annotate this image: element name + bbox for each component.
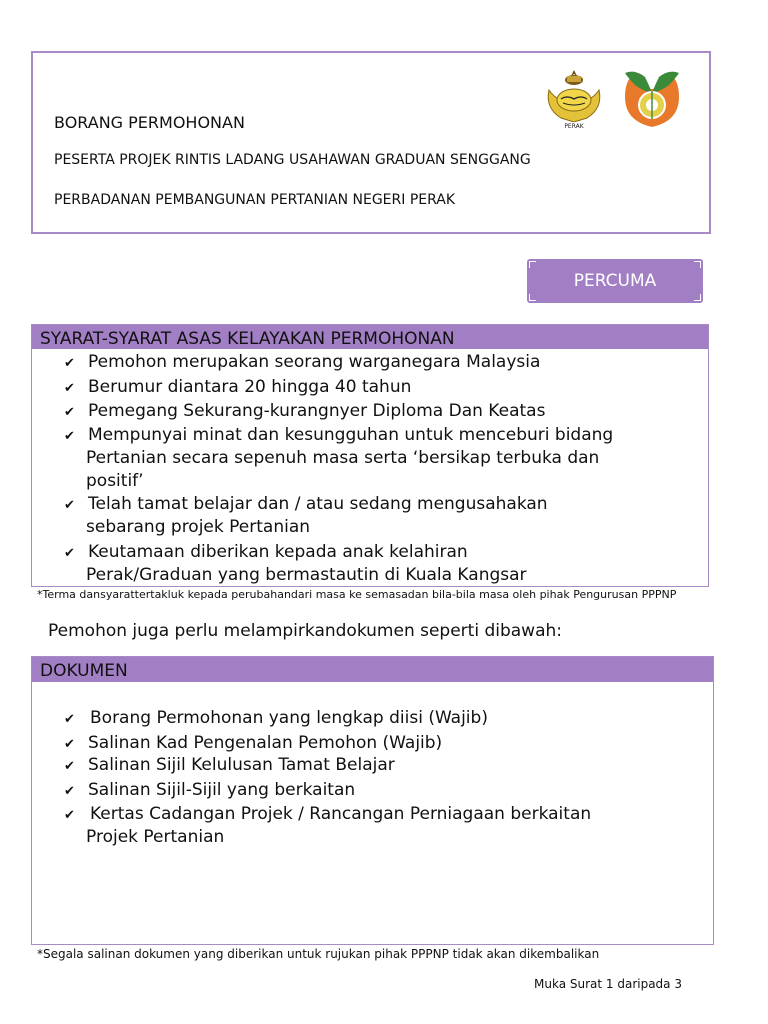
free-badge [527, 259, 703, 303]
check-icon: ✔ [64, 546, 75, 561]
page-number: Muka Surat 1 daripada 3 [534, 977, 682, 991]
check-icon: ✔ [64, 381, 75, 396]
check-icon: ✔ [64, 759, 75, 774]
document-item: ✔ Borang Permohonan yang lengkap diisi (Wajib) [64, 707, 488, 730]
agency-emblem-logo [621, 67, 683, 129]
check-icon: ✔ [64, 356, 75, 371]
document-item: ✔ Kertas Cadangan Projek / Rancangan Perniagaan berkaitan Projek Pertanian [64, 804, 592, 847]
perak-crest-logo [541, 68, 607, 130]
svg-text:PERAK: PERAK [564, 123, 584, 130]
documents-heading: DOKUMEN [32, 657, 713, 682]
form-title: BORANG PERMOHONAN [54, 113, 245, 132]
requirement-item: ✔ Berumur diantara 20 hingga 40 tahun [64, 376, 411, 399]
requirement-item: ✔ Keutamaan diberikan kepada anak kelahiran Perak/Graduan yang bermastautin di Kuala Kangsar [64, 542, 527, 585]
documents-intro: Pemohon juga perlu melampirkandokumen seperti dibawah: [48, 621, 563, 641]
requirement-item: ✔ Mempunyai minat dan kesungguhan untuk menceburi bidang Pertanian secara sepenuh masa serta ‘bersikap terbuka dan positif’ [64, 425, 614, 491]
form-subtitle-project: PESERTA PROJEK RINTIS LADANG USAHAWAN GRADUAN SENGGANG [54, 152, 531, 168]
documents-footnote: *Segala salinan dokumen yang diberikan untuk rujukan pihak PPPNP tidak akan dikembalikan [37, 947, 600, 961]
document-item: ✔ Salinan Sijil Kelulusan Tamat Belajar [64, 754, 395, 777]
check-icon: ✔ [64, 405, 75, 420]
check-icon: ✔ [64, 737, 75, 752]
check-icon: ✔ [64, 808, 75, 823]
requirement-item: ✔ Telah tamat belajar dan / atau sedang mengusahakan sebarang projek Pertanian [64, 494, 548, 537]
free-badge-label: PERCUMA [573, 271, 657, 291]
requirement-item: ✔ Pemegang Sekurang-kurangnyer Diploma Dan Keatas [64, 400, 545, 423]
check-icon: ✔ [64, 712, 75, 727]
form-subtitle-agency: PERBADANAN PEMBANGUNAN PERTANIAN NEGERI PERAK [54, 192, 456, 208]
header-box [31, 51, 711, 234]
requirements-footnote: *Terma dansyarattertakluk kepada perubahandari masa ke semasadan bila-bila masa oleh pihak Pengurusan PPPNP [37, 588, 677, 601]
document-item: ✔ Salinan Kad Pengenalan Pemohon (Wajib) [64, 732, 442, 755]
requirement-item: ✔ Pemohon merupakan seorang warganegara Malaysia [64, 351, 540, 374]
requirements-heading: SYARAT-SYARAT ASAS KELAYAKAN PERMOHONAN [32, 325, 708, 349]
check-icon: ✔ [64, 498, 75, 513]
document-item: ✔ Salinan Sijil-Sijil yang berkaitan [64, 779, 355, 802]
check-icon: ✔ [64, 784, 75, 799]
check-icon: ✔ [64, 429, 75, 444]
